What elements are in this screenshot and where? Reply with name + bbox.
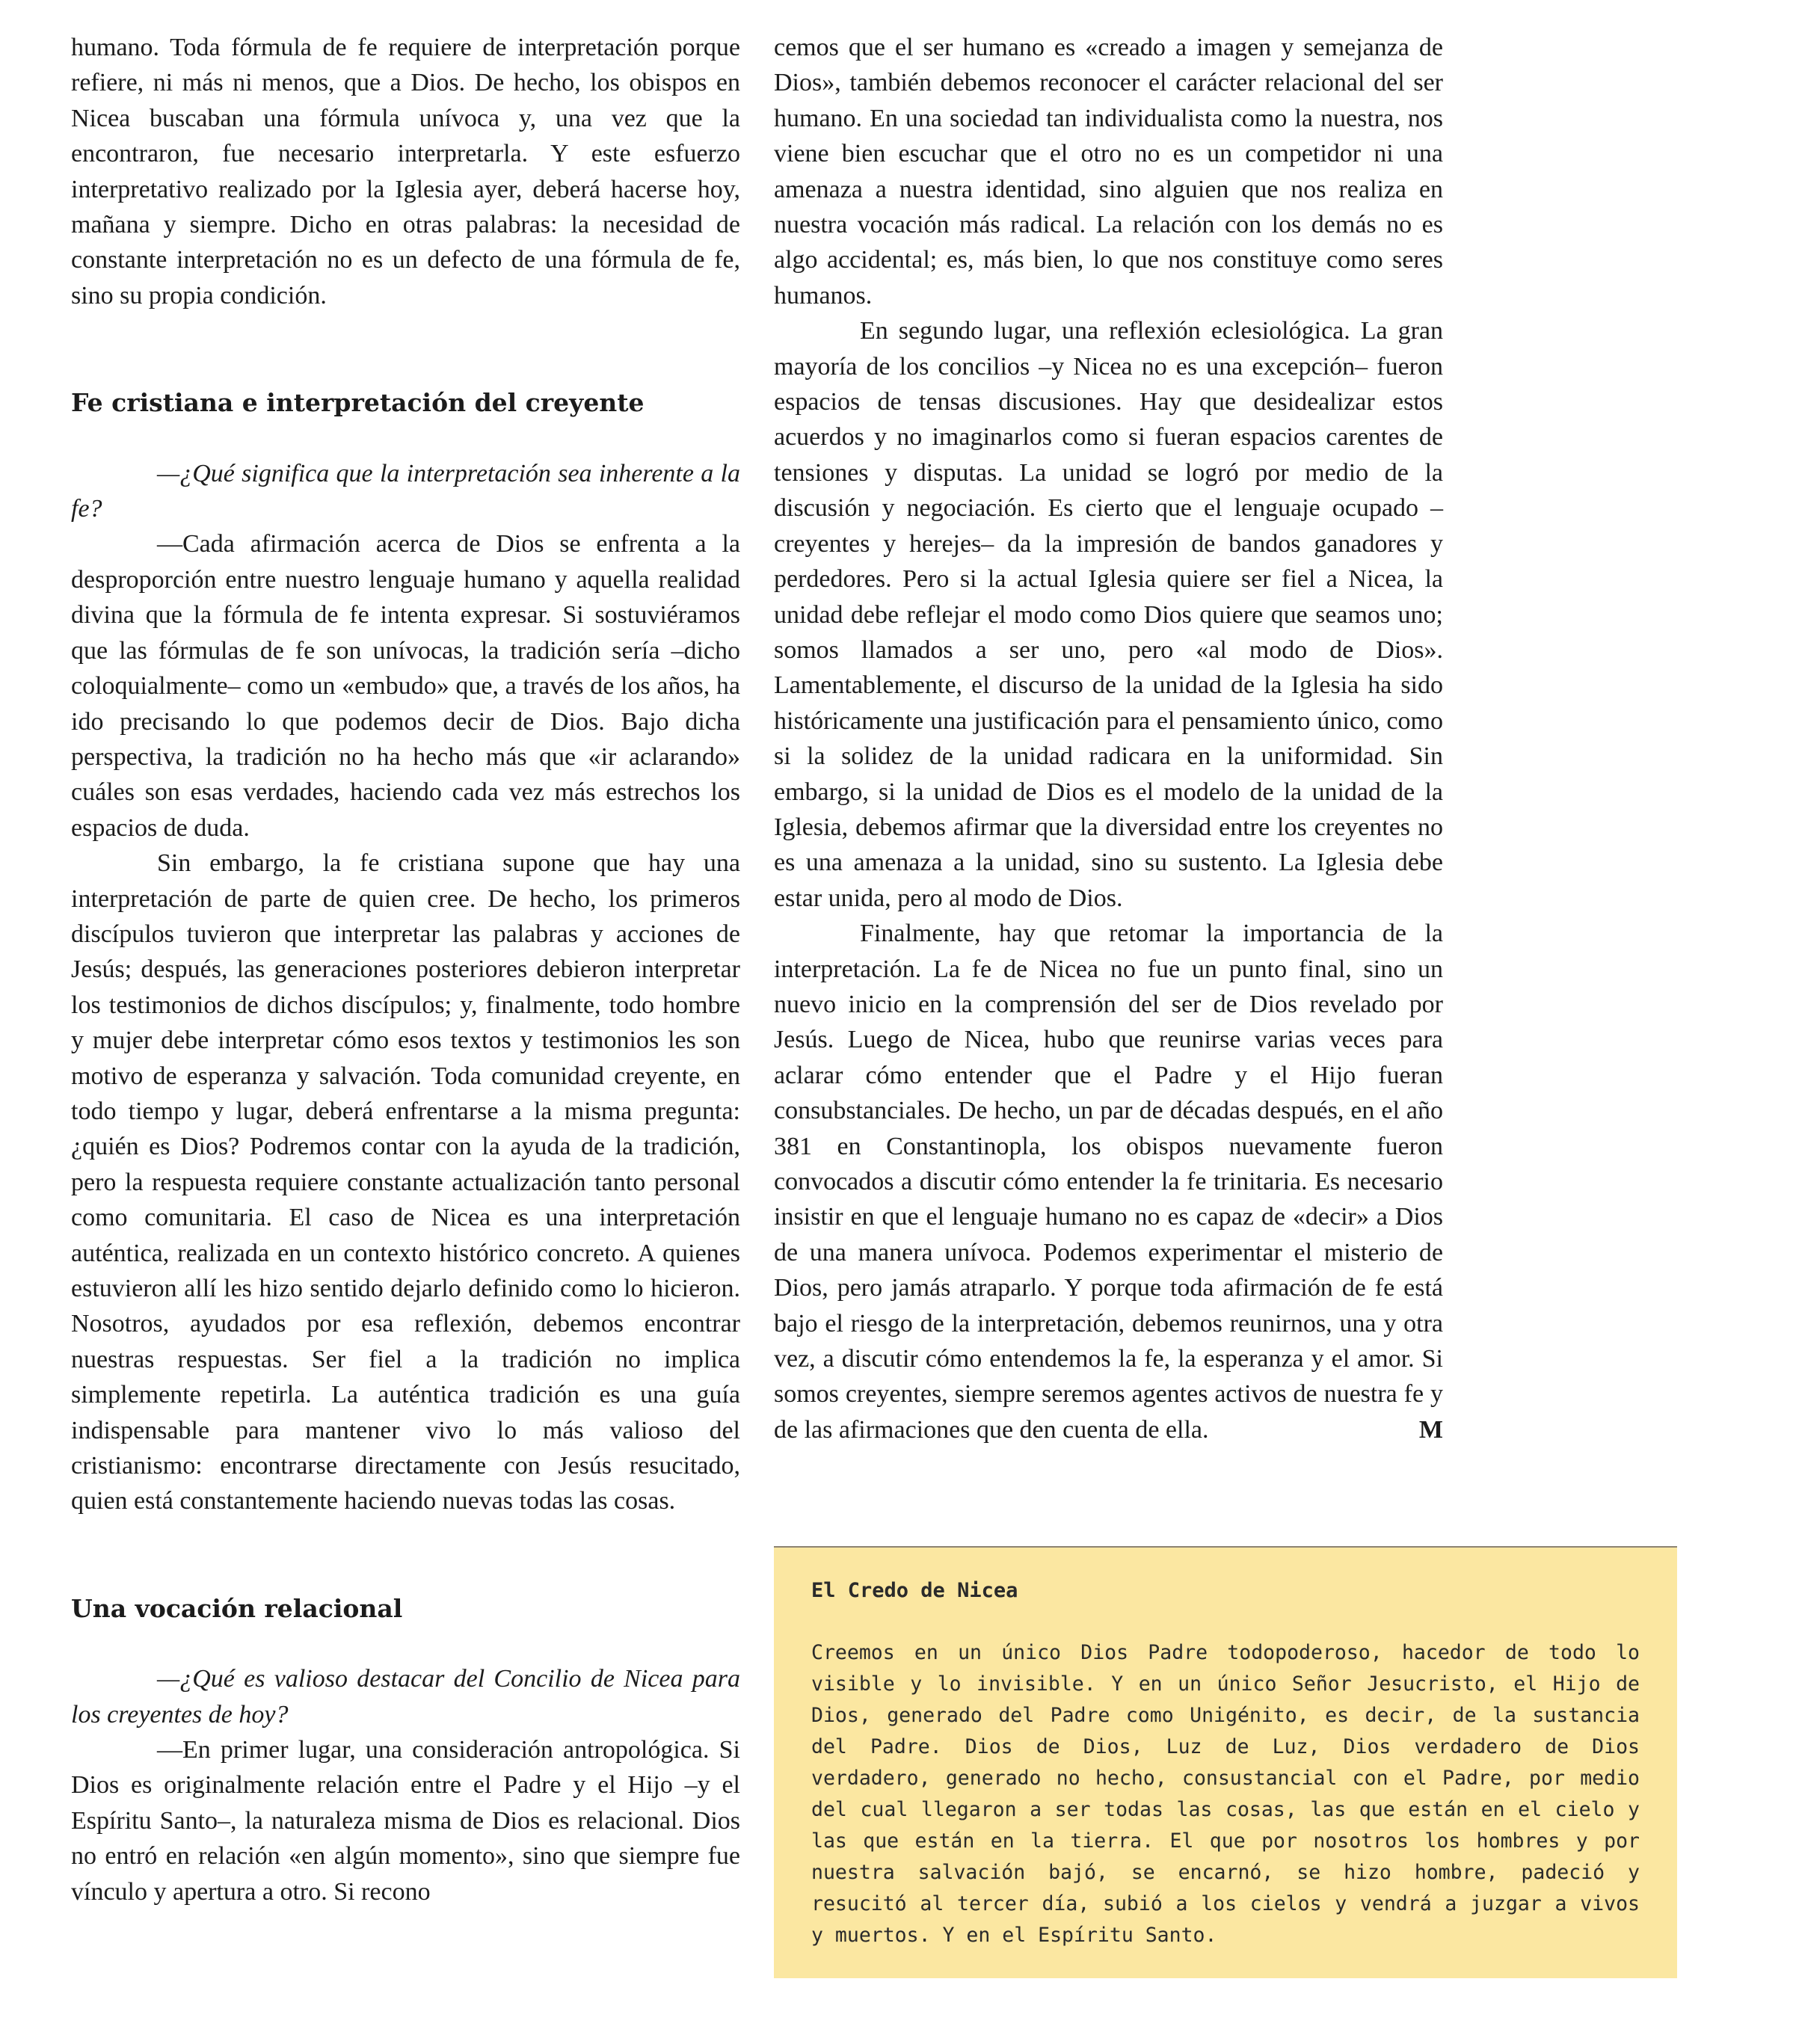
spacer	[71, 1519, 740, 1591]
section-heading: Una vocación relacional	[71, 1593, 403, 1623]
interview-question: —¿Qué es valioso destacar del Concilio de Nicea para los creyentes de hoy?	[71, 1665, 740, 1729]
paragraph: —Cada afirmación acerca de Dios se enfrenta a la desproporción entre nuestro lenguaje humano y aquella realidad divina que la fórmula de fe intenta expresar. Si sostuviéramos que las fórmulas de fe son unívocas, la tradición sería –dicho coloquialmente– como un «embudo» que, a través de los años, ha ido precisando lo que podemos decir de Dios. Bajo dicha perspectiva, la tradición no ha hecho más que «ir aclarando» cuáles son esas verdades, haciendo cada vez más estrechos los espacios de duda.	[71, 530, 740, 842]
spacer	[71, 1626, 740, 1661]
right-column	[774, 30, 1443, 1447]
paragraph-final	[774, 916, 1443, 1447]
paragraph: En segundo lugar, una reflexión eclesiológica. La gran mayoría de los concilios –y Nicea no es una excepción– fueron espacios de tensas discusiones. Hay que desidealizar estos acuerdos y no imaginarlos como si fueran espacios carentes de tensiones y disputas. La unidad se logró por medio de la discusión y negociación. Es cierto que el lenguaje ocupado –creyentes y herejes– da la impresión de bandos ganadores y perdedores. Pero si la actual Iglesia quiere ser fiel a Nicea, la unidad debe reflejar el modo como Dios quiere que seamos uno; somos llamados a ser uno, pero «al modo de Dios». Lamentablemente, el discurso de la unidad de la Iglesia ha sido históricamente una justificación para el pensamiento único, como si la solidez de la unidad radicara en la uniformidad. Sin embargo, si la unidad de Dios es el modelo de la unidad de la Iglesia, debemos afirmar que la diversidad entre los creyentes no es una amenaza a la unidad, sino su sustento. La Iglesia debe estar unida, pero al modo de Dios.	[774, 317, 1443, 912]
credo-title: El Credo de Nicea	[811, 1579, 1018, 1602]
paragraph: Sin embargo, la fe cristiana supone que hay una interpretación de parte de quien cree. De hecho, los primeros discípulos tuvieron que interpretar las palabras y acciones de Jesús; después, las generaciones posteriores debieron interpretar los testimonios de dichos discípulos; y, finalmente, todo hombre y mujer debe interpretar cómo esos textos y testimonios les son motivo de esperanza y salvación. Toda comunidad creyente, en todo tiempo y lugar, deberá enfrentarse a la misma pregunta: ¿quién es Dios? Podremos contar con la ayuda de la tradición, pero la respuesta requiere constante actualización tanto personal como comunitaria. El caso de Nicea es una interpretación auténtica, realizada en un contexto histórico concreto. A quienes estuvieron allí les hizo sentido dejarlo definido como lo hicieron. Nosotros, ayudados por esa reflexión, debemos encontrar nuestras respuestas. Ser fiel a la tradición no implica simplemente repetirla. La auténtica tradición es una guía indispensable para mantener vivo lo más valioso del cristianismo: encontrarse directamente con Jesús resucitado, quien está constantemente haciendo nuevas todas las cosas.	[71, 849, 740, 1515]
spacer	[71, 313, 740, 385]
credo-text: Creemos en un único Dios Padre todopoderoso, hacedor de todo lo visible y lo invisible. Y en un único Señor Jesucristo, el Hijo de Dios, generado del Padre como Unigénito, es decir, de la sustancia del Padre. Dios de Dios, Luz de Luz, Dios verdadero de Dios verdadero, generado no hecho, consustancial con el Padre, por medio del cual llegaron a ser todas las cosas, las que están en el cielo y las que están en la tierra. El que por nosotros los hombres y por nuestra salvación bajó, se encarnó, se hizo hombre, padeció y resucitó al tercer día, subió a los cielos y vendrá a juzgar a vivos y muertos. Y en el Espíritu Santo.	[811, 1641, 1640, 1947]
interview-question: —¿Qué significa que la interpretación sea inherente a la fe?	[71, 459, 740, 523]
paragraph: humano. Toda fórmula de fe requiere de interpretación porque refiere, ni más ni menos, que a Dios. De hecho, los obispos en Nicea buscaban una fórmula unívoca y, una vez que la encontraron, fue necesario interpretarla. Y este esfuerzo interpretativo realizado por la Iglesia ayer, deberá hacerse hoy, mañana y siempre. Dicho en otras palabras: la necesidad de constante interpretación no es un defecto de una fórmula de fe, sino su propia condición.	[71, 34, 740, 310]
section-heading: Fe cristiana e interpretación del creyente	[71, 388, 645, 418]
paragraph-text: Finalmente, hay que retomar la importancia de la interpretación. La fe de Nicea no fue un punto final, sino un nuevo inicio en la comprensión del ser de Dios revelado por Jesús. Luego de Nicea, hubo que reunirse varias veces para aclarar cómo entender que el Padre y el Hijo fueran consubstanciales. De hecho, un par de décadas después, en el año 381 en Constantinopla, los obispos nuevamente fueron convocados a discutir cómo entender la fe trinitaria. Es necesario insistir en que el lenguaje humano no es capaz de «decir» a Dios de una manera unívoca. Podemos experimentar el misterio de Dios, pero jamás atraparlo. Y porque toda afirmación de fe está bajo el riesgo de la interpretación, debemos reunirnos, una y otra vez, a discutir cómo entendemos la fe, la esperanza y el amor. Si somos creyentes, siempre seremos agentes activos de nuestra fe y de las afirmaciones que den cuenta de ella.	[774, 920, 1443, 1444]
credo-sidebar-box	[774, 1546, 1677, 1978]
end-mark: M	[1418, 1415, 1443, 1444]
paragraph: cemos que el ser humano es «creado a imagen y semejanza de Dios», también debemos reconocer el carácter relacional del ser humano. En una sociedad tan individualista como la nuestra, nos viene bien escuchar que el otro no es un competidor ni una amenaza a nuestra identidad, sino alguien que nos realiza en nuestra vocación más radical. La relación con los demás no es algo accidental; es, más bien, lo que nos constituye como seres humanos.	[774, 34, 1443, 310]
left-column	[71, 30, 740, 1909]
paragraph: —En primer lugar, una consideración antropológica. Si Dios es originalmente relación entre el Padre y el Hijo –y el Espíritu Santo–, la naturaleza misma de Dios es relacional. Dios no entró en relación «en algún momento», sino que siempre fue vínculo y apertura a otro. Si recono	[71, 1736, 740, 1906]
spacer	[71, 421, 740, 456]
